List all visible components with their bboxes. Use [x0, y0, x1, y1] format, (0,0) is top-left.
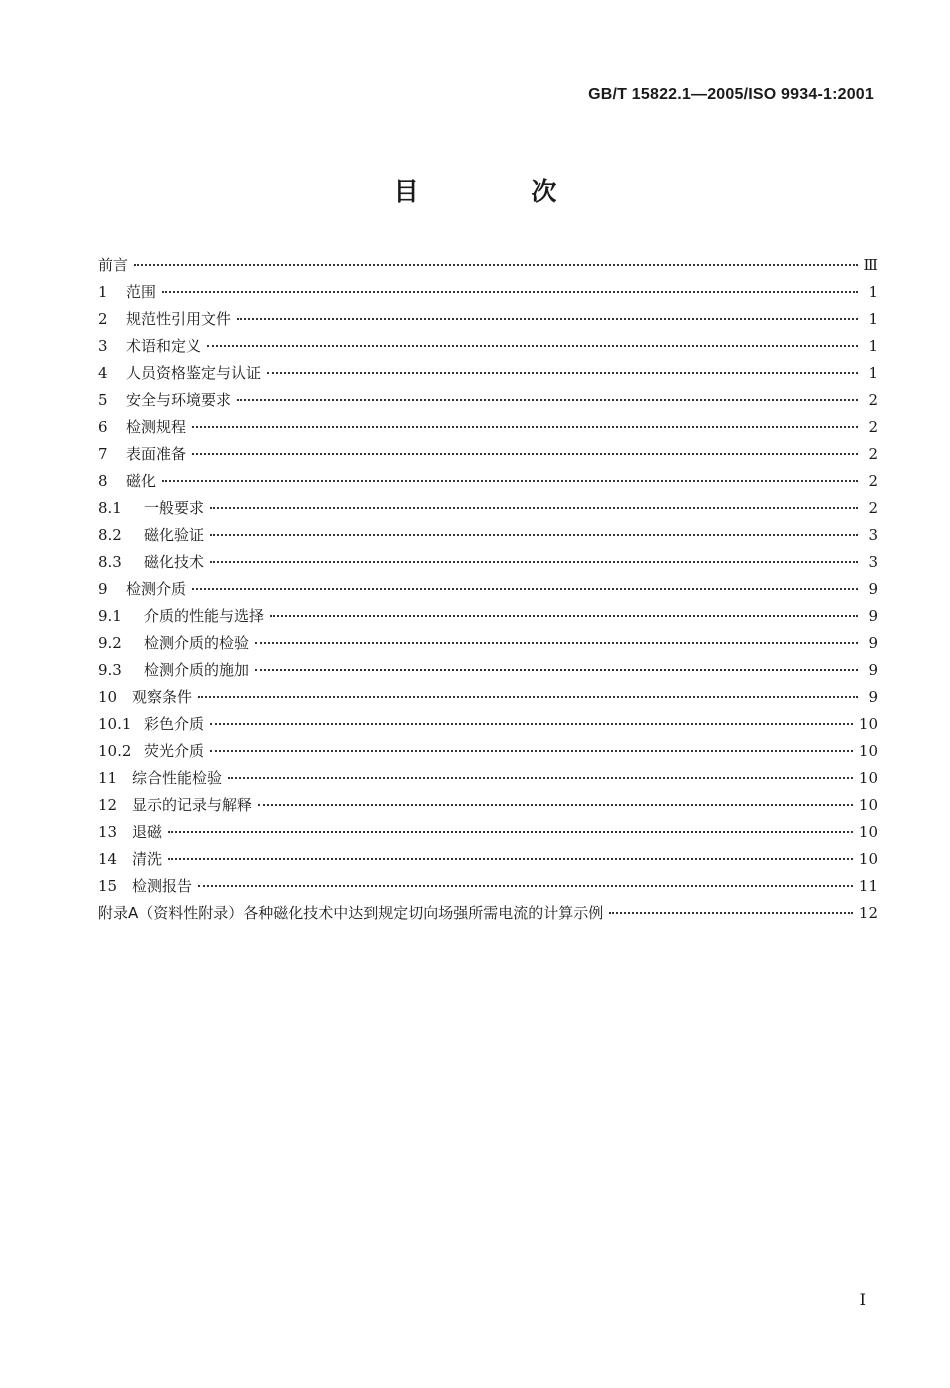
toc-leader-dots	[210, 749, 853, 752]
toc-entry-page: 1	[868, 283, 878, 301]
toc-entry-number: 11	[98, 769, 118, 787]
toc-leader-dots	[228, 776, 853, 779]
toc-entry-number: 9.1	[98, 607, 122, 625]
toc-entry-page: 3	[868, 526, 878, 544]
toc-entry[interactable]	[98, 416, 878, 443]
toc-entry-label: 规范性引用文件	[126, 310, 232, 328]
toc-entry-label: 术语和定义	[126, 337, 202, 355]
toc-entry-number: 3	[98, 337, 108, 355]
toc-entry-label: 磁化	[126, 472, 157, 490]
toc-entry[interactable]	[98, 389, 878, 416]
page-title: 目 次	[393, 177, 609, 206]
toc-entry[interactable]	[98, 659, 878, 686]
toc-entry-page: 9	[868, 607, 878, 625]
toc-entry-page: 10	[858, 715, 878, 733]
toc-entry-number: 9	[98, 580, 108, 598]
toc-entry-page: 9	[868, 580, 878, 598]
toc-entry-number: 4	[98, 364, 108, 382]
toc-entry-page: 2	[868, 499, 878, 517]
toc-entry-page: 11	[858, 877, 878, 895]
toc-entry-page: 12	[858, 904, 878, 922]
toc-entry-number: 8	[98, 472, 108, 490]
toc-entry-label: 人员资格鉴定与认证	[126, 364, 262, 382]
toc-entry[interactable]	[98, 821, 878, 848]
toc-entry[interactable]	[98, 524, 878, 551]
toc-entry-label: 磁化验证	[144, 526, 205, 544]
toc-entry[interactable]	[98, 902, 878, 929]
toc-leader-dots	[237, 317, 858, 320]
toc-entry[interactable]	[98, 551, 878, 578]
toc-entry-number: 9.3	[98, 661, 122, 679]
toc-leader-dots	[258, 803, 853, 806]
toc-entry[interactable]	[98, 362, 878, 389]
toc-leader-dots	[162, 479, 858, 482]
toc-entry-number: 13	[98, 823, 118, 841]
toc-entry-page: 9	[868, 634, 878, 652]
toc-entry-number: 10.2	[98, 742, 132, 760]
toc-entry[interactable]	[98, 578, 878, 605]
toc-entry-label: 检测介质的施加	[144, 661, 250, 679]
toc-entry-number: 2	[98, 310, 108, 328]
toc-entry-number: 7	[98, 445, 108, 463]
toc-entry-label: 检测介质	[126, 580, 187, 598]
toc-entry-number: 14	[98, 850, 118, 868]
toc-entry-number: 5	[98, 391, 108, 409]
toc-entry[interactable]	[98, 281, 878, 308]
toc-entry-number: 8.2	[98, 526, 122, 544]
toc-entry-page: 1	[868, 364, 878, 382]
toc-entry-label: 综合性能检验	[132, 769, 223, 787]
toc-entry-label: 附录A（资料性附录）各种磁化技术中达到规定切向场强所需电流的计算示例	[98, 904, 604, 922]
toc-entry-page: 2	[868, 391, 878, 409]
toc-entry[interactable]	[98, 308, 878, 335]
toc-entry-label: 检测报告	[132, 877, 193, 895]
toc-entry-label: 彩色介质	[144, 715, 205, 733]
toc-entry[interactable]	[98, 443, 878, 470]
toc-entry-number: 9.2	[98, 634, 122, 652]
toc-leader-dots	[168, 830, 853, 833]
toc-leader-dots	[609, 911, 853, 914]
toc-entry[interactable]	[98, 767, 878, 794]
toc-leader-dots	[192, 587, 858, 590]
toc-entry-number: 10	[98, 688, 118, 706]
toc-entry-number: 1	[98, 283, 108, 301]
toc-entry-page: 2	[868, 445, 878, 463]
toc-leader-dots	[198, 695, 858, 698]
toc-entry[interactable]	[98, 497, 878, 524]
toc-entry[interactable]	[98, 605, 878, 632]
toc-leader-dots	[270, 614, 858, 617]
toc-entry-label: 检测规程	[126, 418, 187, 436]
page-number: I	[859, 1290, 866, 1309]
toc-entry-label: 安全与环境要求	[126, 391, 232, 409]
toc-entry-label: 前言	[98, 256, 129, 274]
toc-entry-number: 10.1	[98, 715, 132, 733]
toc-entry-label: 荧光介质	[144, 742, 205, 760]
toc-entry-number: 8.1	[98, 499, 122, 517]
toc-entry-page: 1	[868, 337, 878, 355]
toc-entry-page: 2	[868, 418, 878, 436]
toc-entry[interactable]	[98, 794, 878, 821]
toc-entry[interactable]	[98, 335, 878, 362]
toc-entry-label: 一般要求	[144, 499, 205, 517]
toc-entry-label: 表面准备	[126, 445, 187, 463]
toc-leader-dots	[168, 857, 853, 860]
toc-entry-label: 退磁	[132, 823, 163, 841]
toc-entry-number: 8.3	[98, 553, 122, 571]
toc-leader-dots	[255, 641, 858, 644]
toc-leader-dots	[207, 344, 858, 347]
toc-entry-page: 9	[868, 661, 878, 679]
toc-entry-page: 10	[858, 823, 878, 841]
toc-leader-dots	[210, 722, 853, 725]
toc-leader-dots	[210, 560, 858, 563]
toc-entry-page: 10	[858, 850, 878, 868]
toc-entry-label: 范围	[126, 283, 157, 301]
toc-entry[interactable]	[98, 740, 878, 767]
toc-entry-label: 磁化技术	[144, 553, 205, 571]
toc-entry-page: 1	[868, 310, 878, 328]
toc-entry-label: 介质的性能与选择	[144, 607, 265, 625]
toc-leader-dots	[192, 452, 858, 455]
toc-entry-label: 显示的记录与解释	[132, 796, 253, 814]
toc-entry-page: 10	[858, 796, 878, 814]
toc-entry[interactable]	[98, 686, 878, 713]
toc-entry-label: 观察条件	[132, 688, 193, 706]
toc-entry[interactable]	[98, 875, 878, 902]
toc-leader-dots	[267, 371, 858, 374]
toc-entry-label: 清洗	[132, 850, 163, 868]
toc-leader-dots	[198, 884, 853, 887]
toc-entry-page: 9	[868, 688, 878, 706]
toc-leader-dots	[237, 398, 858, 401]
toc-entry-number: 12	[98, 796, 118, 814]
toc-entry-page: 2	[868, 472, 878, 490]
toc-leader-dots	[255, 668, 858, 671]
toc-leader-dots	[134, 263, 858, 266]
toc-entry-page: 10	[858, 769, 878, 787]
toc-entry[interactable]	[98, 848, 878, 875]
toc-entry-page: 10	[858, 742, 878, 760]
toc-entry[interactable]	[98, 632, 878, 659]
toc-entry-number: 6	[98, 418, 108, 436]
toc-entry-number: 15	[98, 877, 118, 895]
toc-entry-page: 3	[868, 553, 878, 571]
toc-entry-label: 检测介质的检验	[144, 634, 250, 652]
toc-leader-dots	[192, 425, 858, 428]
toc-entry[interactable]	[98, 470, 878, 497]
toc-leader-dots	[210, 506, 858, 509]
toc-leader-dots	[210, 533, 858, 536]
toc-entry[interactable]	[98, 713, 878, 740]
standard-code: GB/T 15822.1—2005/ISO 9934-1:2001	[588, 86, 874, 103]
table-of-contents	[98, 254, 878, 929]
toc-entry[interactable]	[98, 254, 878, 281]
toc-entry-page: Ⅲ	[863, 256, 878, 274]
toc-leader-dots	[162, 290, 858, 293]
